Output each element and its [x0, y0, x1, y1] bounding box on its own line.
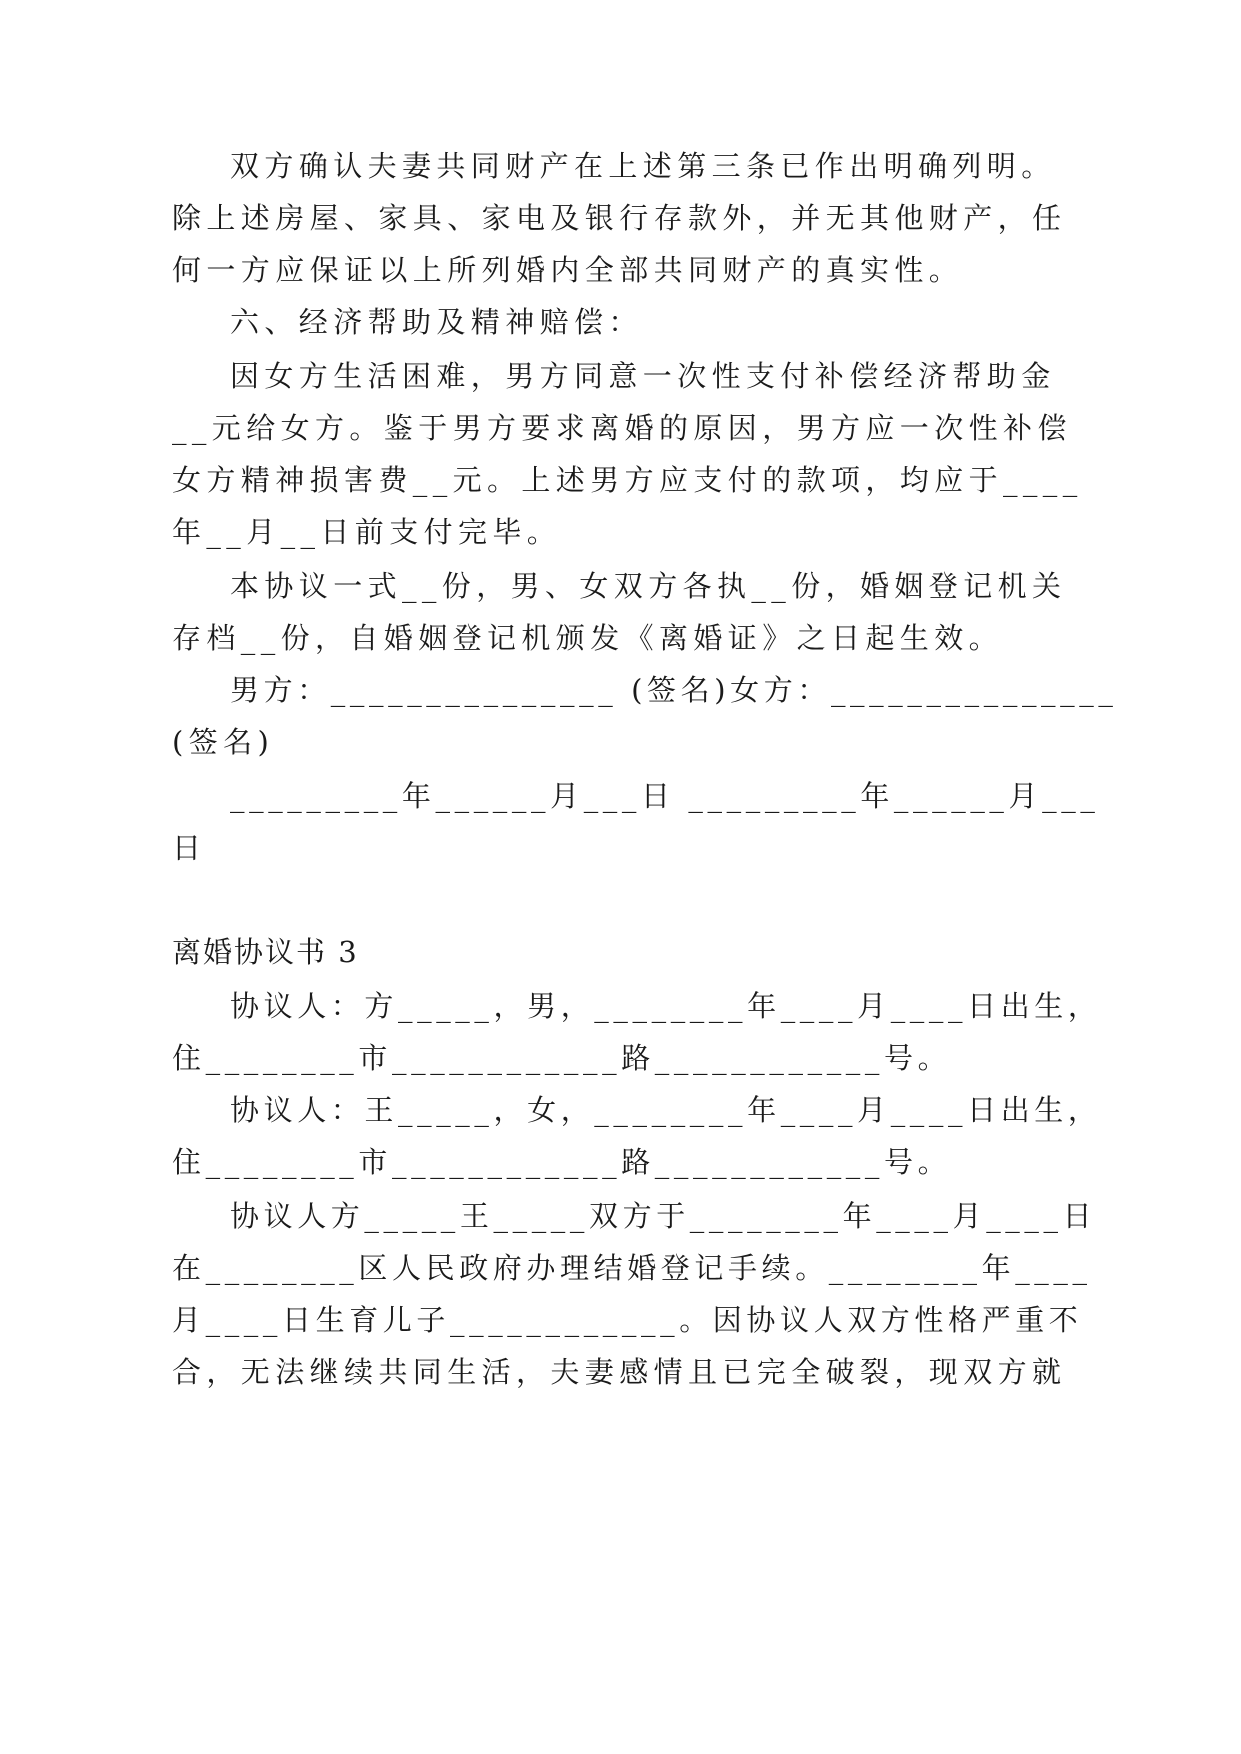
signature-line: 男方：_______________ (签名)女方：_______________ [230, 673, 1118, 707]
paragraph-line: 住________市____________路____________号。 [172, 1145, 952, 1179]
paragraph-line: 年__月__日前支付完毕。 [172, 515, 562, 549]
paragraph-line: 因女方生活困难，男方同意一次性支付补偿经济帮助金 [230, 359, 1056, 393]
paragraph-line: 协议人方_____王_____双方于________年____月____日 [230, 1199, 1097, 1233]
date-line: _________年______月___日 _________年______月___ [230, 779, 1100, 813]
paragraph-line: 在________区人民政府办理结婚登记手续。________年____ [172, 1251, 1092, 1285]
paragraph-line: 本协议一式__份，男、女双方各执__份，婚姻登记机关 [230, 569, 1067, 603]
section-heading: 六、经济帮助及精神赔偿： [230, 305, 643, 339]
paragraph-line: 存档__份，自婚姻登记机颁发《离婚证》之日起生效。 [172, 621, 1004, 655]
paragraph-line: __元给女方。鉴于男方要求离婚的原因，男方应一次性补偿 [172, 411, 1072, 445]
paragraph-line: 住________市____________路____________号。 [172, 1041, 952, 1075]
paragraph-line: 协议人：方_____，男，________年____月____日出生， [230, 989, 1102, 1023]
paragraph-line: 合，无法继续共同生活，夫妻感情且已完全破裂，现双方就 [172, 1355, 1067, 1389]
paragraph-line: 月____日生育儿子____________。因协议人双方性格严重不 [172, 1303, 1083, 1337]
document-title: 离婚协议书 3 [172, 935, 359, 969]
paragraph-line: 何一方应保证以上所列婚内全部共同财产的真实性。 [172, 253, 964, 287]
paragraph-line: 协议人：王_____，女，________年____月____日出生， [230, 1093, 1102, 1127]
paragraph-line: 除上述房屋、家具、家电及银行存款外，并无其他财产，任 [172, 201, 1067, 235]
date-line: 日 [172, 831, 207, 865]
paragraph-line: 双方确认夫妻共同财产在上述第三条已作出明确列明。 [230, 149, 1056, 183]
signature-line: (签名) [172, 725, 275, 759]
paragraph-line: 女方精神损害费__元。上述男方应支付的款项，均应于____ [172, 463, 1083, 497]
